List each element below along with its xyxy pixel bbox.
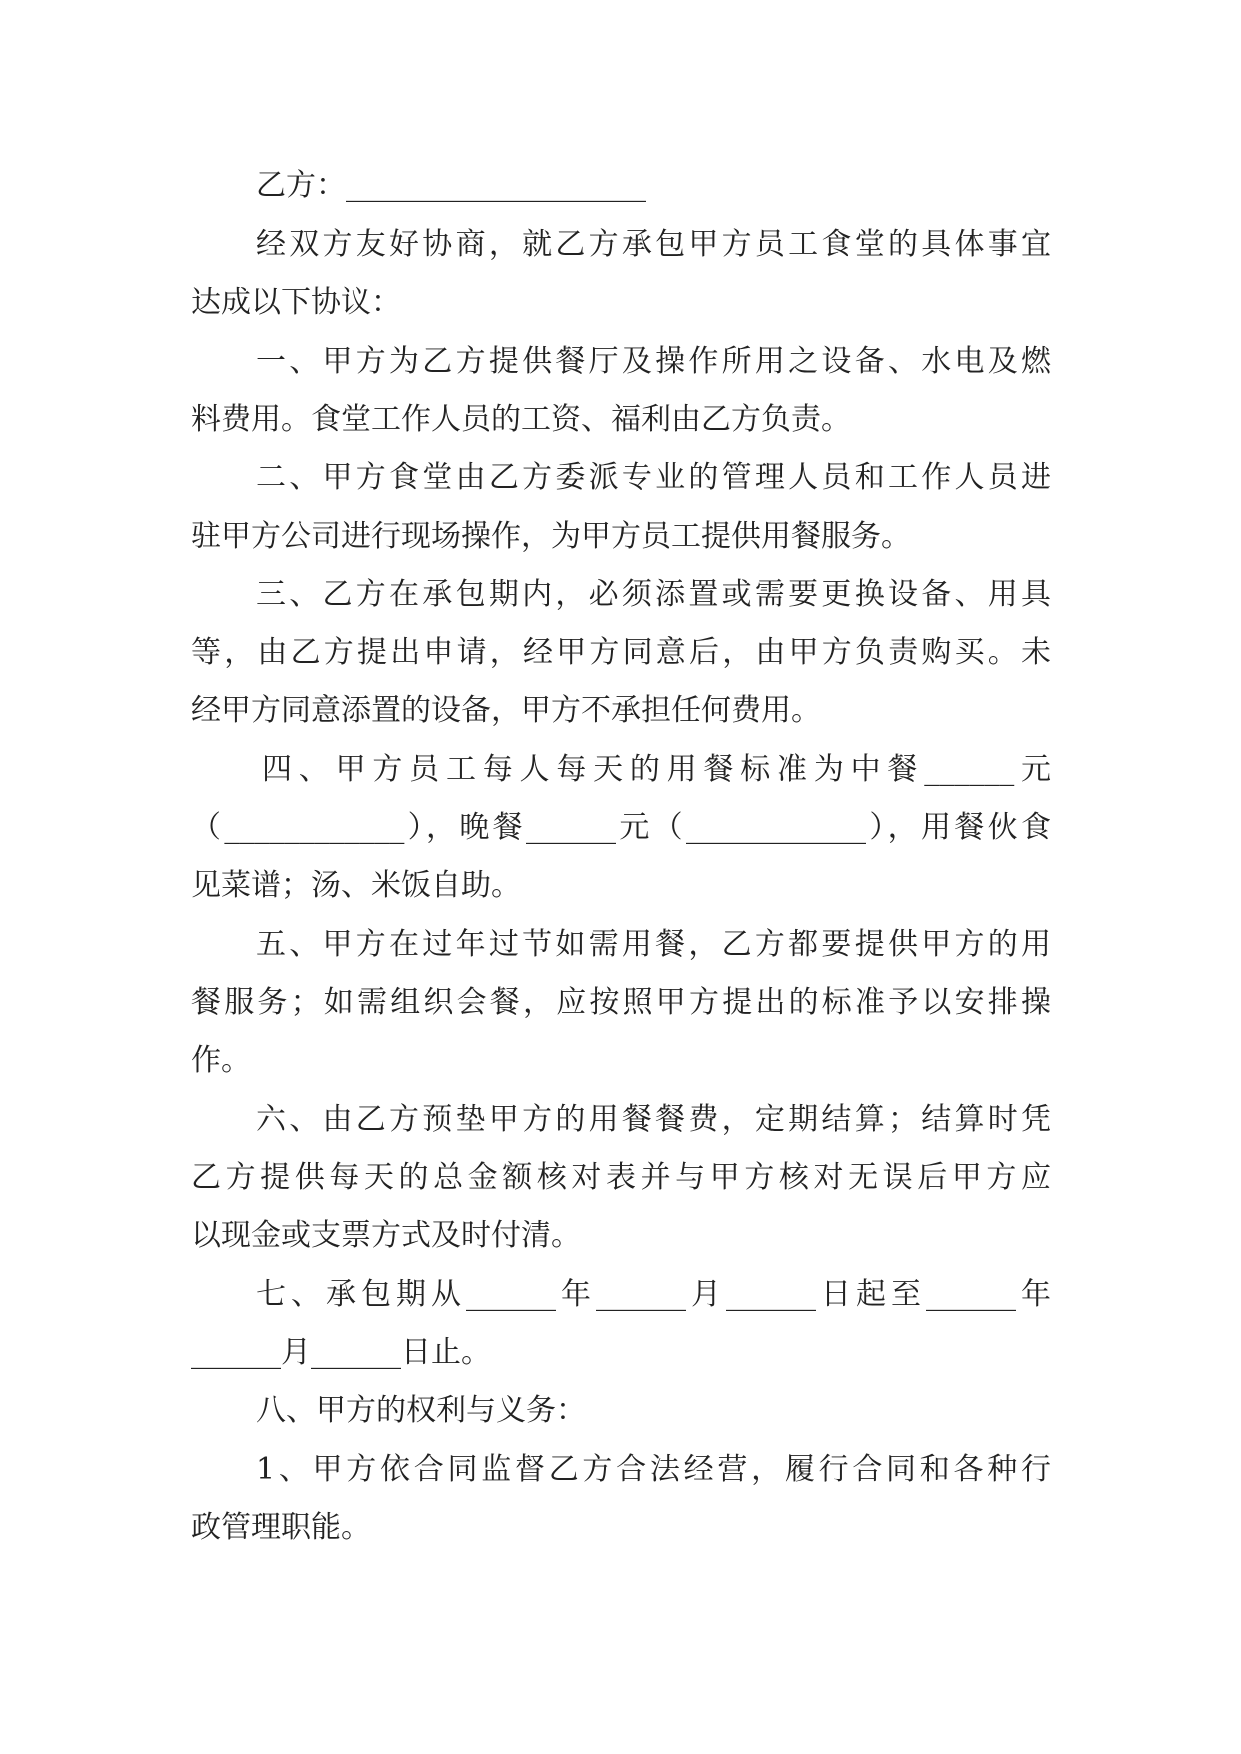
- clause-3-line-2: 等，由乙方提出申请，经甲方同意后，由甲方负责购买。未: [191, 635, 1051, 670]
- clause-5-line-1: 五、甲方在过年过节如需用餐，乙方都要提供甲方的用: [256, 927, 1051, 962]
- clause-1-line-1: 一、甲方为乙方提供餐厅及操作所用之设备、水电及燃: [256, 344, 1051, 379]
- clause-5-line-2: 餐服务；如需组织会餐，应按照甲方提出的标准予以安排操: [191, 985, 1051, 1020]
- clause-8-heading: 八、甲方的权利与义务：: [256, 1393, 586, 1428]
- intro-paragraph-line-1: 经双方友好协商，就乙方承包甲方员工食堂的具体事宜: [256, 227, 1051, 262]
- clause-3-line-3: 经甲方同意添置的设备，甲方不承担任何费用。: [191, 693, 821, 728]
- clause-8-item-1-line-2: 政管理职能。: [191, 1510, 371, 1545]
- clause-8-item-1-line-1: 1、甲方依合同监督乙方合法经营，履行合同和各种行: [256, 1452, 1051, 1487]
- intro-paragraph-line-2: 达成以下协议：: [191, 285, 401, 320]
- clause-4-line-1: 四、甲方员工每人每天的用餐标准为中餐______元: [262, 752, 1051, 787]
- clause-6-line-2: 乙方提供每天的总金额核对表并与甲方核对无误后甲方应: [191, 1160, 1051, 1195]
- clause-7-line-2: ______月______日止。: [191, 1335, 491, 1370]
- clause-2-line-2: 驻甲方公司进行现场操作，为甲方员工提供用餐服务。: [191, 519, 911, 554]
- clause-1-line-2: 料费用。食堂工作人员的工资、福利由乙方负责。: [191, 402, 851, 437]
- clause-2-line-1: 二、甲方食堂由乙方委派专业的管理人员和工作人员进: [256, 460, 1051, 495]
- clause-6-line-3: 以现金或支票方式及时付清。: [191, 1218, 581, 1253]
- clause-7-line-1: 七、承包期从______年______月______日起至______年: [256, 1277, 1051, 1312]
- party-b-line: 乙方：____________________: [256, 168, 646, 203]
- clause-4-line-3: 见菜谱；汤、米饭自助。: [191, 868, 521, 903]
- clause-3-line-1: 三、乙方在承包期内，必须添置或需要更换设备、用具: [256, 577, 1051, 612]
- clause-5-line-3: 作。: [191, 1043, 251, 1078]
- clause-6-line-1: 六、由乙方预垫甲方的用餐餐费，定期结算；结算时凭: [256, 1102, 1051, 1137]
- clause-4-line-2: （____________），晚餐______元（____________），用餐伙食: [191, 810, 1051, 845]
